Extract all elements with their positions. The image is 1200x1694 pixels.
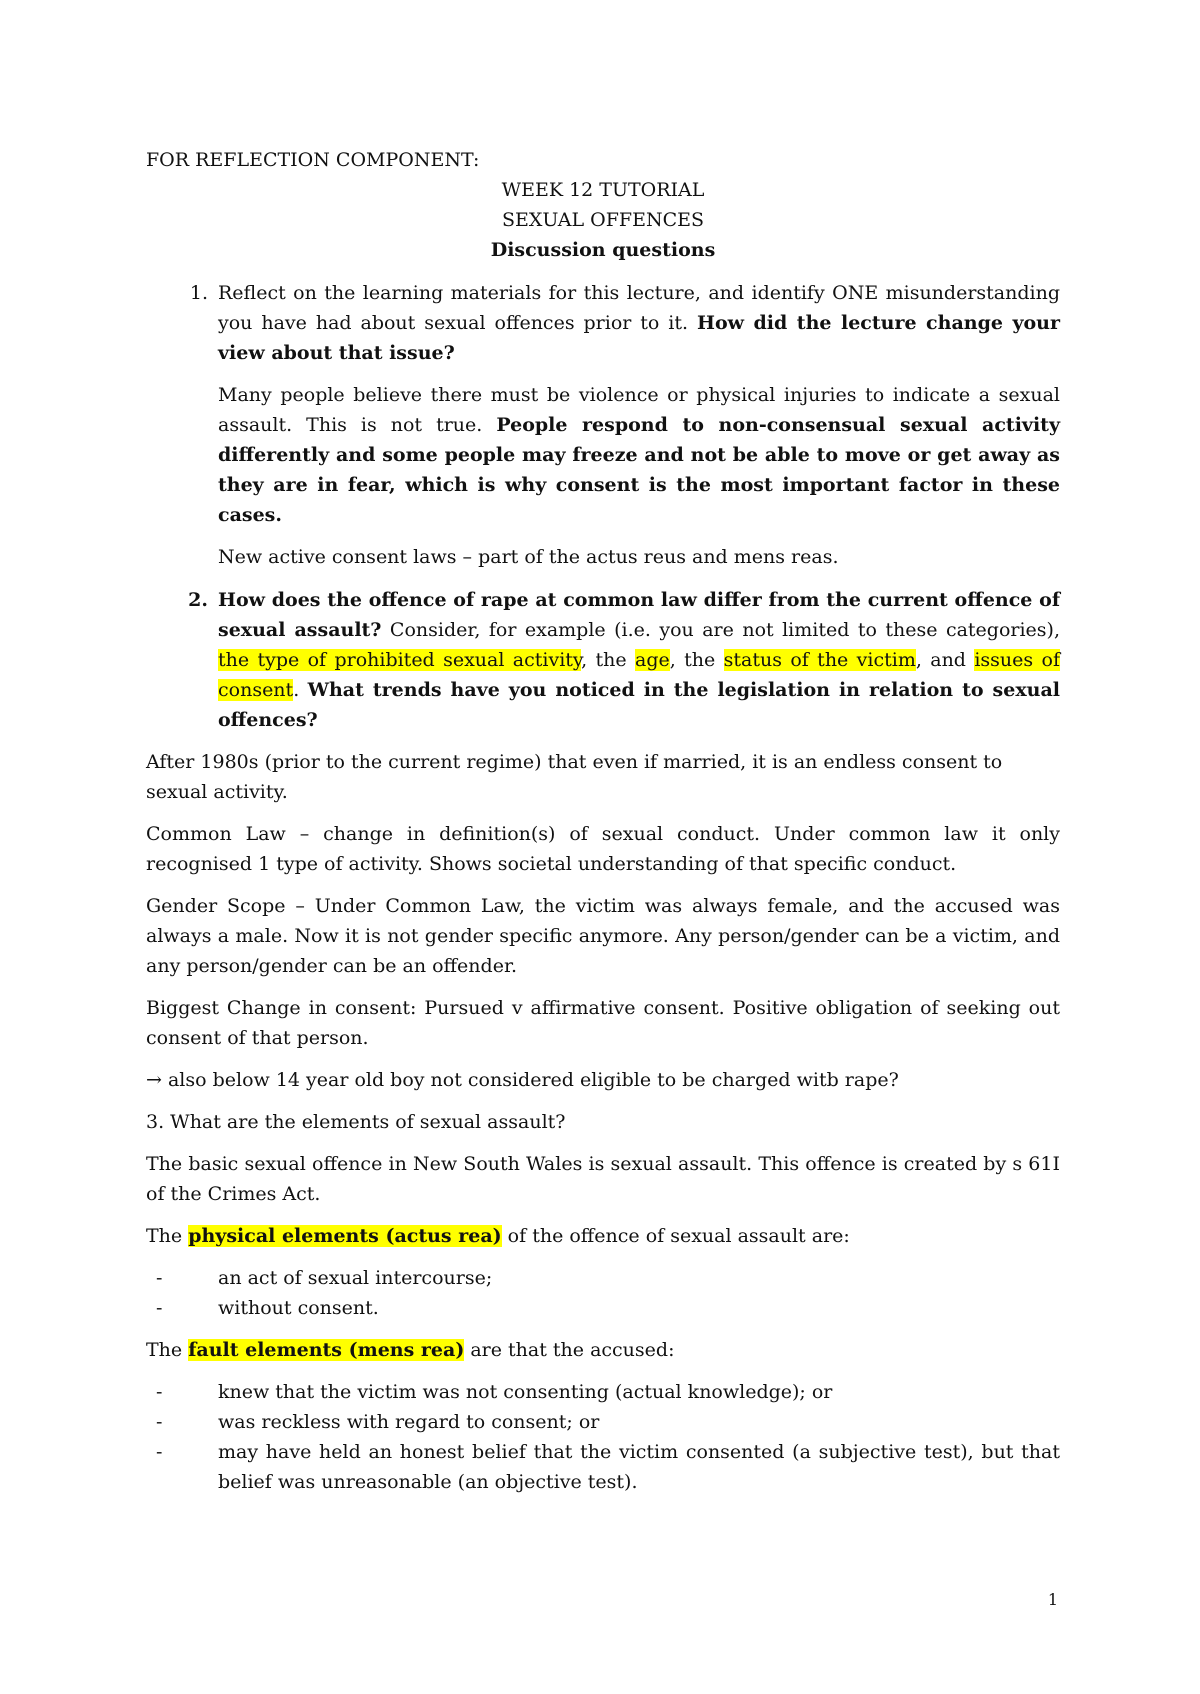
question-3: 3. What are the elements of sexual assault?	[146, 1111, 566, 1133]
physical-elements-list	[146, 1263, 1060, 1323]
answer-1-para-2: New active consent laws – part of the actus reus and mens reas.	[218, 546, 839, 568]
answer-2-para-3: Gender Scope – Under Common Law, the victim was always female, and the accused was always a male. Now it is not gender specific anymore. Any person/gender can be a victim, and any person/gender can be an offender.	[146, 895, 1060, 977]
answer-2-para-4: Biggest Change in consent: Pursued v affirmative consent. Positive obligation of seeking out consent of that person.	[146, 997, 1060, 1049]
fault-elements-intro: The fault elements (mens rea) are that the accused:	[146, 1339, 675, 1361]
list-item: - knew that the victim was not consenting (actual knowledge); or	[146, 1377, 1060, 1407]
answer-2-para-1: After 1980s (prior to the current regime) that even if married, it is an endless consent to sexual activity.	[146, 751, 1003, 803]
list-item: - without consent.	[146, 1293, 1060, 1323]
list-item: - an act of sexual intercourse;	[146, 1263, 1060, 1293]
list-item: - was reckless with regard to consent; or	[146, 1407, 1060, 1437]
fault-elements-list	[146, 1377, 1060, 1497]
reflection-heading: FOR REFLECTION COMPONENT:	[146, 149, 480, 171]
week-title: WEEK 12 TUTORIAL	[501, 179, 705, 201]
page-number: 1	[1047, 1590, 1058, 1609]
answer-3-para-1: The basic sexual offence in New South Wales is sexual assault. This offence is created by s 61I of the Crimes Act.	[146, 1153, 1060, 1205]
topic-title: SEXUAL OFFENCES	[501, 209, 705, 231]
question-2	[146, 585, 1060, 735]
highlight: physical elements (actus rea)	[188, 1225, 502, 1247]
page-content	[146, 145, 1060, 1497]
highlight: age	[635, 649, 670, 671]
question-1-text: Reflect on the learning materials for this lecture, and identify ONE misunderstanding you have had about sexual offences prior to it. How did the lecture change your view about that issue?	[218, 282, 1060, 364]
question-number: 1.	[189, 282, 208, 304]
answer-2-para-2: Common Law – change in definition(s) of sexual conduct. Under common law it only recognised 1 type of activity. Shows societal understanding of that specific conduct.	[146, 823, 1060, 875]
highlight: issues of consent	[218, 649, 1060, 701]
highlight: the type of prohibited sexual activity	[218, 649, 582, 671]
list-item: - may have held an honest belief that the victim consented (a subjective test), but that belief was unreasonable (an objective test).	[146, 1437, 1060, 1497]
question-1	[146, 278, 1060, 368]
answer-2-para-5: → also below 14 year old boy not considered eligible to be charged witb rape?	[146, 1069, 899, 1091]
highlight: status of the victim	[723, 649, 916, 671]
answer-1-para-1: Many people believe there must be violence or physical injuries to indicate a sexual assault. This is not true. People respond to non-consensual sexual activity differently and some people may freeze and not be able to move or get away as they are in fear, which is why consent is the most important factor in these cases.	[218, 384, 1060, 526]
discussion-title: Discussion questions	[490, 239, 716, 261]
highlight: fault elements (mens rea)	[188, 1339, 465, 1361]
physical-elements-intro: The physical elements (actus rea) of the offence of sexual assault are:	[146, 1225, 850, 1247]
question-number: 2.	[188, 589, 208, 611]
question-2-text: How does the offence of rape at common law differ from the current offence of sexual assault? Consider, for example (i.e. you are not limited to these categories), the type of prohibited sexual activity, the age, the status of the victim, and issues of consent. What trends have you noticed in the legislation in relation to sexual offences?	[218, 589, 1060, 731]
